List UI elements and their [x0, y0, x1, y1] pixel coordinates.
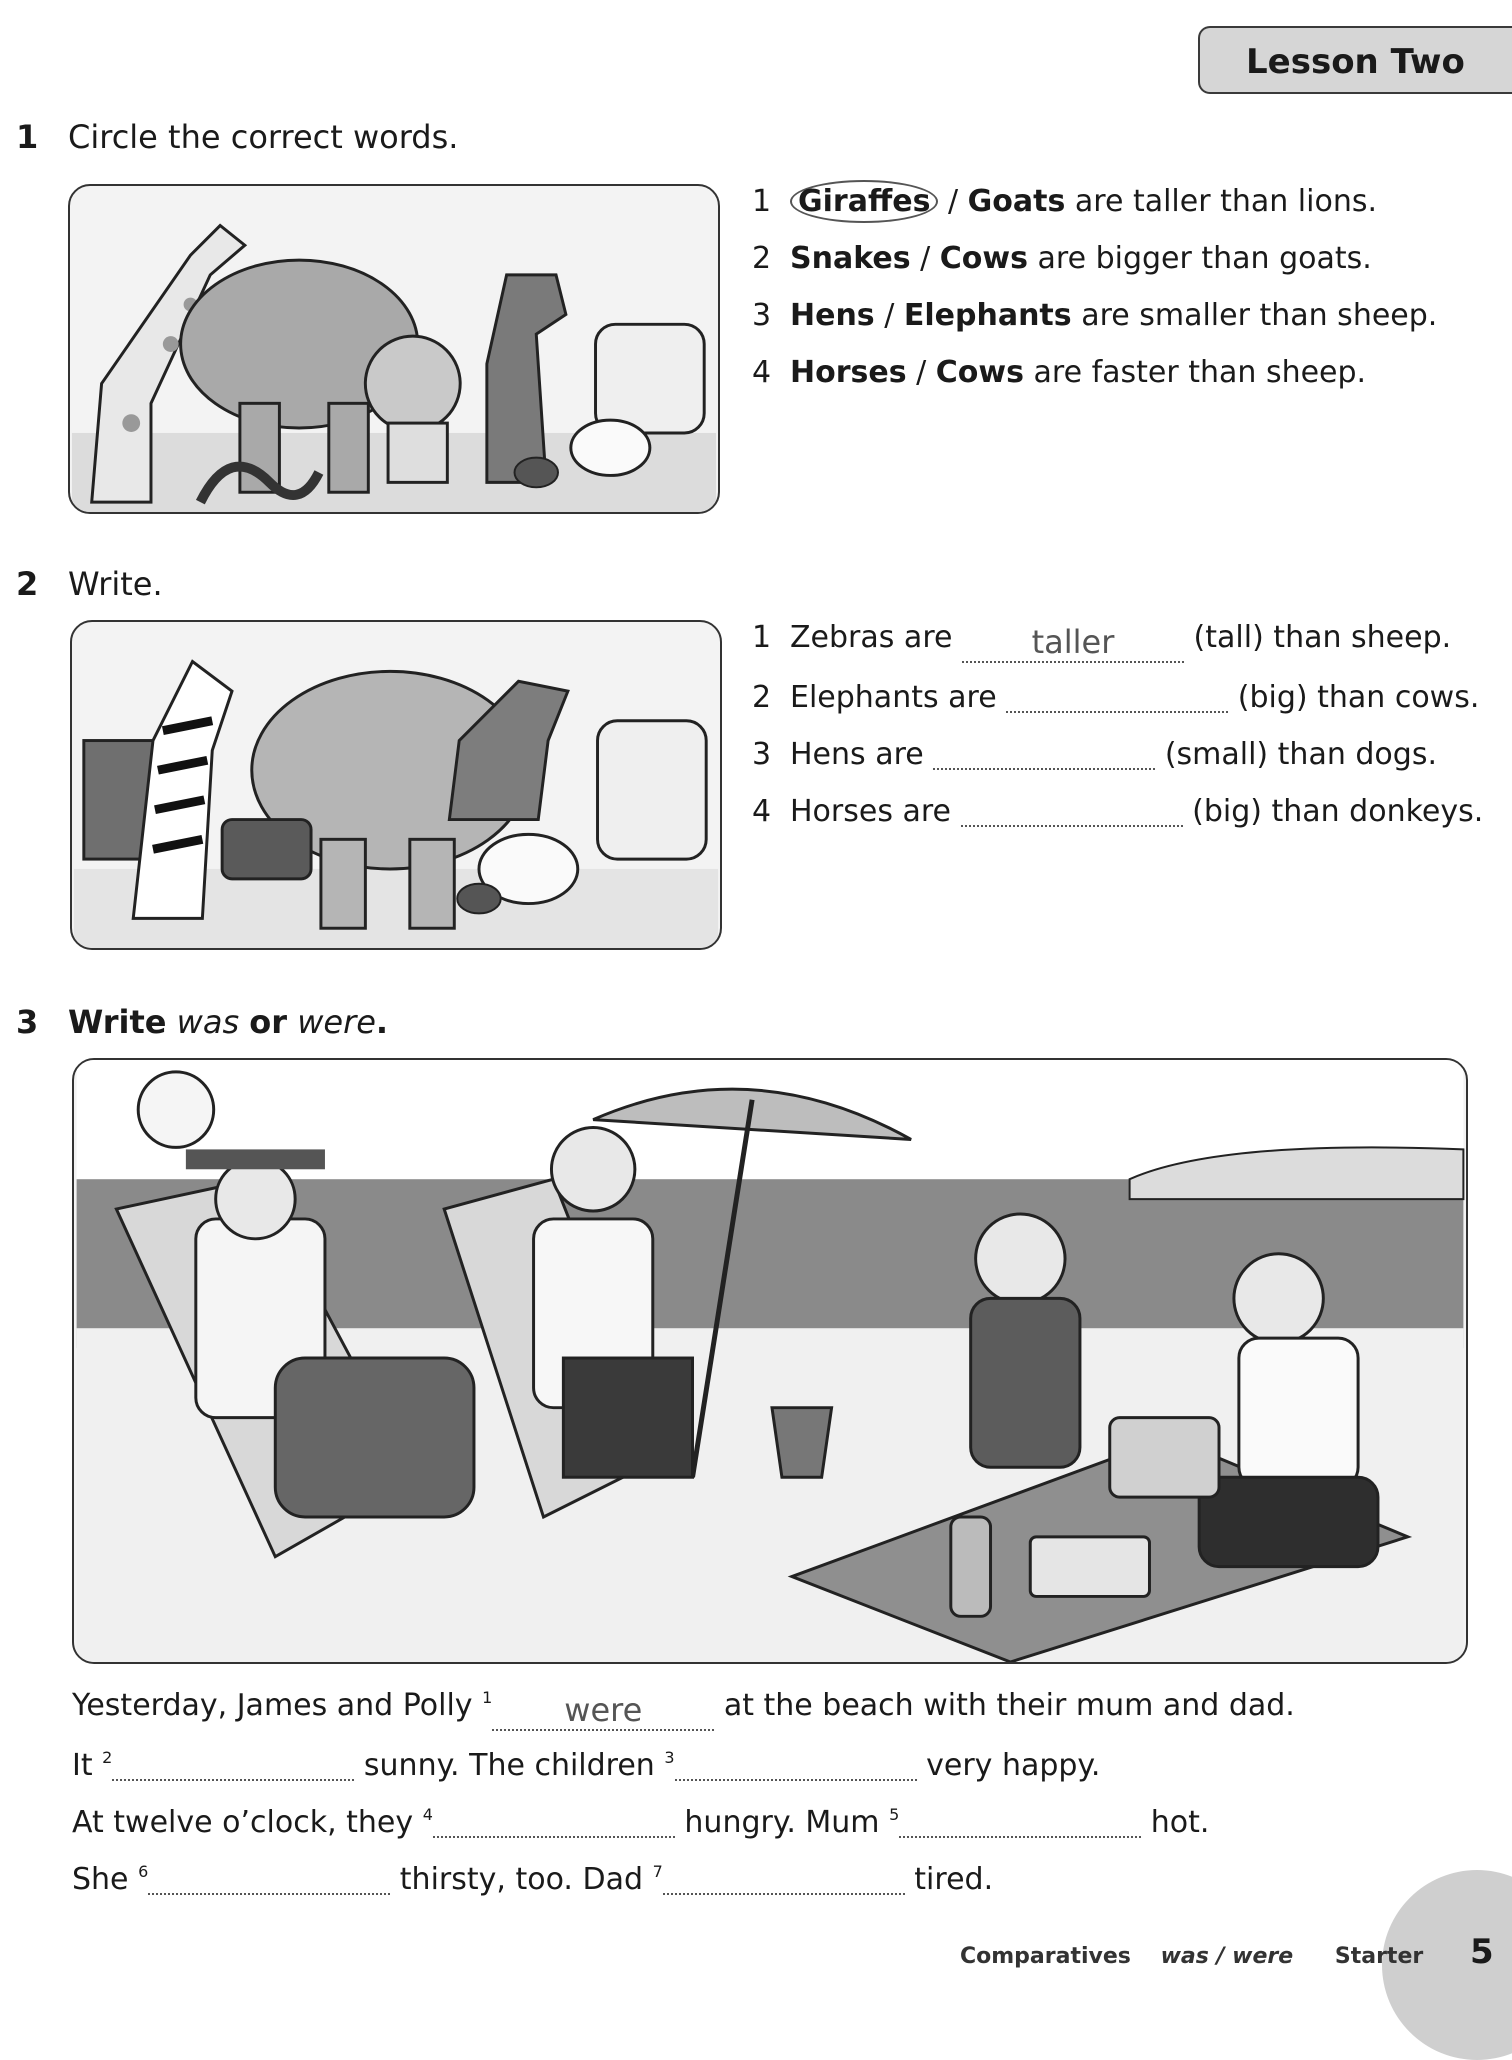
- option-a[interactable]: Snakes: [790, 241, 911, 276]
- sentence-text: hungry. Mum: [684, 1805, 880, 1840]
- beach-drawing: [74, 1060, 1466, 1662]
- page-number: 5: [1470, 1932, 1494, 1972]
- item-text: Elephants are: [790, 680, 997, 715]
- instruction-word-were: were: [297, 1003, 376, 1041]
- blank-number: 7: [652, 1862, 663, 1881]
- option-b[interactable]: Cows: [939, 241, 1028, 276]
- blank-number: 3: [664, 1748, 675, 1767]
- sentence-text: tired.: [914, 1862, 994, 1897]
- exercise-2-item: [752, 734, 1483, 791]
- sentence-text: sunny. The children: [363, 1748, 655, 1783]
- item-number: 2: [752, 680, 772, 715]
- item-number: 3: [752, 737, 772, 772]
- sentence-text: at the beach with their mum and dad.: [723, 1688, 1295, 1723]
- exercise-number: 1: [16, 118, 39, 156]
- item-text: Horses are: [790, 794, 952, 829]
- exercise-2-items: [752, 620, 1483, 848]
- sentence-text: hot.: [1150, 1805, 1210, 1840]
- sentence-text: very happy.: [926, 1748, 1101, 1783]
- item-number: 2: [752, 241, 772, 276]
- instruction-text: Write: [68, 1003, 167, 1041]
- exercise-3-line: [72, 1859, 1295, 1916]
- item-text: Hens are: [790, 737, 924, 772]
- exercise-2-item: [752, 791, 1483, 848]
- item-number: 1: [752, 620, 772, 655]
- exercise-3-line: [72, 1688, 1295, 1745]
- item-number: 1: [752, 184, 772, 219]
- instruction-end: .: [375, 1003, 389, 1041]
- exercise-1-item: [752, 184, 1437, 241]
- sentence-text: At twelve o’clock, they: [72, 1805, 414, 1840]
- exercise-number: 3: [16, 1003, 39, 1041]
- item-text: are taller than lions.: [1074, 184, 1377, 219]
- answer-blank[interactable]: [899, 1802, 1141, 1838]
- exercise-3-heading: [16, 1003, 388, 1041]
- item-hint: (big) than donkeys.: [1192, 794, 1484, 829]
- answer-blank[interactable]: [933, 734, 1155, 770]
- animals-illustration-1: [68, 184, 720, 514]
- item-number: 3: [752, 298, 772, 333]
- footer-unit: Starter: [1334, 1944, 1424, 1969]
- option-b[interactable]: Cows: [935, 355, 1024, 390]
- option-a[interactable]: Hens: [790, 298, 875, 333]
- option-a-circled[interactable]: Giraffes: [790, 180, 938, 223]
- exercise-1-item: [752, 355, 1437, 412]
- exercise-3-line: [72, 1745, 1295, 1802]
- item-text: Zebras are: [790, 620, 953, 655]
- instruction-text: or: [249, 1003, 288, 1041]
- sentence-text: She: [72, 1862, 129, 1897]
- option-separator: /: [884, 298, 895, 333]
- item-text: are faster than sheep.: [1033, 355, 1367, 390]
- exercise-2-heading: [16, 565, 163, 603]
- exercise-2-item: [752, 677, 1483, 734]
- exercise-3-text: [72, 1688, 1295, 1916]
- exercise-instruction: [68, 1003, 388, 1041]
- footer-topic: was / were: [1160, 1944, 1294, 1969]
- animals-illustration-2: [70, 620, 722, 950]
- item-text: are smaller than sheep.: [1081, 298, 1438, 333]
- item-hint: (small) than dogs.: [1164, 737, 1437, 772]
- exercise-1-items: [752, 184, 1437, 412]
- blank-number: 2: [102, 1748, 113, 1767]
- answer-blank[interactable]: [1006, 677, 1228, 713]
- option-separator: /: [916, 355, 927, 390]
- answer-blank[interactable]: [961, 791, 1183, 827]
- blank-number: 6: [138, 1862, 149, 1881]
- answer-blank[interactable]: [433, 1802, 675, 1838]
- lesson-tab: Lesson Two: [1198, 26, 1512, 94]
- exercise-1-heading: [16, 118, 458, 156]
- exercise-1-item: [752, 298, 1437, 355]
- exercise-number: 2: [16, 565, 39, 603]
- option-separator: /: [948, 184, 959, 219]
- option-b[interactable]: Goats: [967, 184, 1066, 219]
- exercise-instruction: Circle the correct words.: [68, 118, 459, 156]
- item-number: 4: [752, 355, 772, 390]
- item-text: are bigger than goats.: [1037, 241, 1372, 276]
- answer-blank[interactable]: [675, 1745, 917, 1781]
- answer-blank[interactable]: taller: [962, 627, 1184, 663]
- exercise-1-item: [752, 241, 1437, 298]
- item-number: 4: [752, 794, 772, 829]
- exercise-2-item: [752, 620, 1483, 677]
- animals-drawing: [70, 186, 718, 512]
- item-hint: (big) than cows.: [1237, 680, 1480, 715]
- footer-topic: Comparatives: [960, 1944, 1131, 1969]
- footer-topics: [960, 1944, 1423, 1969]
- sentence-text: Yesterday, James and Polly: [72, 1688, 473, 1723]
- answer-blank[interactable]: were: [492, 1695, 714, 1731]
- blank-number: 1: [482, 1688, 493, 1707]
- beach-illustration: [72, 1058, 1468, 1664]
- sentence-text: It: [72, 1748, 93, 1783]
- answer-blank[interactable]: [112, 1745, 354, 1781]
- blank-number: 5: [889, 1805, 900, 1824]
- option-b[interactable]: Elephants: [903, 298, 1072, 333]
- blank-number: 4: [422, 1805, 433, 1824]
- option-separator: /: [920, 241, 931, 276]
- answer-blank[interactable]: [663, 1859, 905, 1895]
- exercise-instruction: Write.: [68, 565, 163, 603]
- exercise-3-line: [72, 1802, 1295, 1859]
- option-a[interactable]: Horses: [790, 355, 907, 390]
- instruction-word-was: was: [176, 1003, 240, 1041]
- item-hint: (tall) than sheep.: [1193, 620, 1452, 655]
- answer-blank[interactable]: [148, 1859, 390, 1895]
- animals-drawing: [72, 622, 720, 948]
- sentence-text: thirsty, too. Dad: [399, 1862, 644, 1897]
